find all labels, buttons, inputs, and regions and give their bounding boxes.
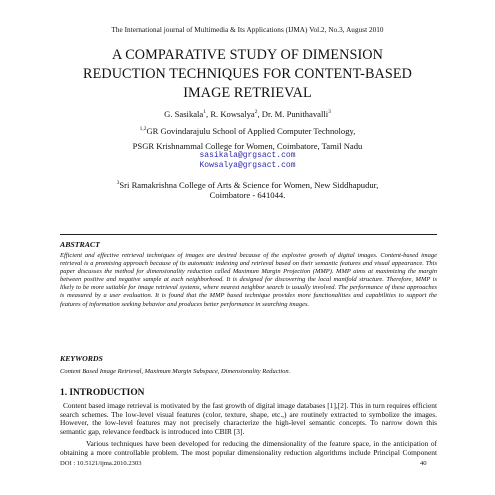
- abstract-text: Efficient and effective retrieval techniques of images are desired because of the explosive growth of digital images. Content-based image retrieval is a promising approach because of its automatic indexing and retrieval based on their semantic features and visual appearance. This paper discusses the method for dimensionality reduction called Maximum Margin Projection (MMP). MMP aims at maximizing the margin between positive and negative sample at each neighborhood. It is designed for discovering the local manifold structure. Therefore, MMP is likely to be more suitable for image retrieval systems, where nearest neighbor search is usually involved. The performance of these approaches is measured by a user evaluation. It is found that the MMP based technique provides more functionalities and capabilities to support the features of information seeking behavior and produces better performance in searching images.: [60, 252, 437, 308]
- author-1-sup: 1: [203, 109, 207, 116]
- footer-doi: DOI : 10.5121/ijma.2010.2303: [60, 460, 142, 467]
- affiliation-2-line-1: Sri Ramakrishna College of Arts & Science for Women, New Siddhapudur,: [119, 180, 379, 190]
- affiliation-1-name: GR Govindarajulu School of Applied Computer Technology,: [146, 126, 356, 136]
- introduction-heading: 1. INTRODUCTION: [60, 388, 145, 398]
- keywords-label: KEYWORDS: [60, 354, 103, 363]
- footer-page-number: 40: [420, 460, 427, 467]
- title-line-1: A COMPARATIVE STUDY OF DIMENSION: [112, 47, 383, 63]
- author-3-name: , Dr. M. Punithavalli: [257, 109, 329, 119]
- affiliation-2-sup: 3: [116, 180, 120, 187]
- introduction-paragraph-2: Various techniques have been developed for reducing the dimensionality of the feature space, in the anticipation of obtaining a more controllable problem. The most popular dimensionality reduction algorithms include Principal Component: [60, 440, 437, 457]
- author-list: [0, 109, 495, 119]
- affiliation-1-sup: 1,2: [139, 126, 147, 133]
- keywords-text: Content Based Image Retrieval, Maximum Margin Subspace, Dimensionality Reduction.: [60, 368, 291, 375]
- author-2-sup: 2: [254, 109, 258, 116]
- title-line-3: IMAGE RETRIEVAL: [183, 85, 312, 101]
- paper-title: [40, 46, 455, 103]
- abstract-top-rule: [60, 234, 437, 235]
- title-line-2: REDUCTION TECHNIQUES FOR CONTENT-BASED: [83, 66, 412, 82]
- affiliation-2-block: [0, 180, 495, 200]
- author-2-name: , R. Kowsalya: [206, 109, 255, 119]
- author-1-name: G. Sasikala: [164, 109, 204, 119]
- affiliation-1-line-2: PSGR Krishnammal College for Women, Coimbatore, Tamil Nadu: [132, 141, 363, 151]
- affiliation-1-line-1: [0, 126, 495, 136]
- abstract-label: ABSTRACT: [60, 240, 100, 249]
- email-link-1[interactable]: sasikala@grgsact.com: [199, 151, 296, 160]
- introduction-paragraph-1: Content based image retrieval is motivated by the fast growth of digital image databases [1],[2]. This in turn requires efficient search schemes. The low-level visual features (color, texture, shape, etc.,) are routinely extracted to symbolize the images. However, the low-level features may not precisely characterize the high-level semantic concepts. To narrow down this semantic gap, relevance feedback is introduced into CBIR [3].: [60, 401, 437, 436]
- author-3-sup: 3: [328, 109, 331, 116]
- affiliation-2-line-2: Coimbatore - 641044.: [209, 190, 286, 200]
- affiliation-1-block: [0, 141, 495, 171]
- journal-header: The International journal of Multimedia & Its Applications (IJMA) Vol.2, No.3, August 2010: [111, 26, 384, 34]
- email-link-2[interactable]: Kowsalya@grgsact.com: [199, 161, 296, 170]
